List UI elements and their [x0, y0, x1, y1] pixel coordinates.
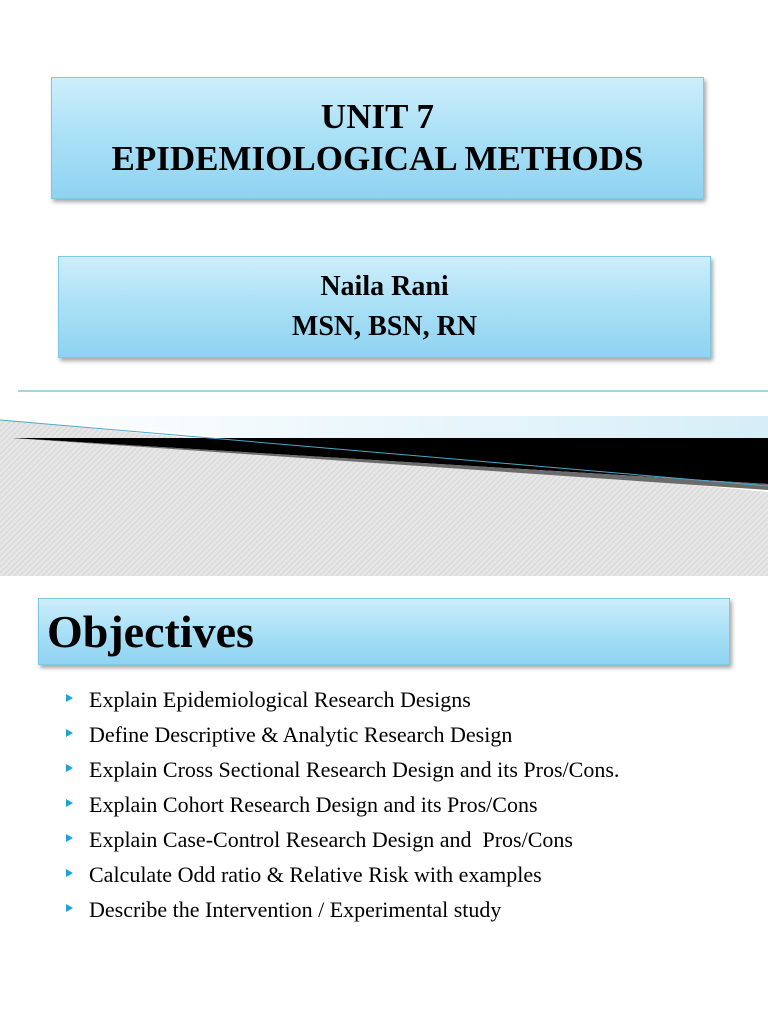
- objective-text: Describe the Intervention / Experimental study: [89, 896, 502, 922]
- list-item: [66, 857, 619, 892]
- author-name: Naila Rani: [320, 271, 449, 302]
- triangle-bullet-icon: [66, 799, 73, 807]
- slide-number: 1: [742, 552, 748, 563]
- triangle-bullet-icon: [66, 869, 73, 877]
- objectives-heading: Objectives: [47, 605, 254, 657]
- list-item: [66, 822, 619, 857]
- objective-text: Calculate Odd ratio & Relative Risk with examples: [89, 861, 542, 887]
- triangle-bullet-icon: [66, 904, 73, 912]
- list-item: [66, 892, 619, 927]
- objective-text: Explain Cohort Research Design and its Pros/Cons: [89, 791, 538, 817]
- author-box: [58, 256, 711, 358]
- objective-text: Define Descriptive & Analytic Research Design: [89, 721, 513, 747]
- author-credentials: MSN, BSN, RN: [291, 311, 478, 342]
- objective-text: Explain Cross Sectional Research Design and its Pros/Cons.: [89, 756, 620, 782]
- triangle-bullet-icon: [66, 834, 73, 842]
- objective-text: Explain Case-Control Research Design and Pros/Cons: [89, 826, 573, 852]
- list-item: [66, 787, 619, 822]
- triangle-bullet-icon: [66, 764, 73, 772]
- title-box: [51, 77, 704, 199]
- list-item: [66, 752, 619, 787]
- list-item: [66, 682, 619, 717]
- objectives-slide: [0, 576, 768, 1024]
- triangle-bullet-icon: [66, 729, 73, 737]
- decorative-band: [0, 380, 768, 576]
- title-line-unit: UNIT 7: [320, 97, 435, 136]
- list-item: [66, 717, 619, 752]
- objective-text: Explain Epidemiological Research Designs: [89, 686, 471, 712]
- title-line-topic: EPIDEMIOLOGICAL METHODS: [111, 139, 644, 178]
- triangle-bullet-icon: [66, 694, 73, 702]
- objectives-list: [66, 682, 619, 927]
- objectives-heading-box: [38, 598, 730, 665]
